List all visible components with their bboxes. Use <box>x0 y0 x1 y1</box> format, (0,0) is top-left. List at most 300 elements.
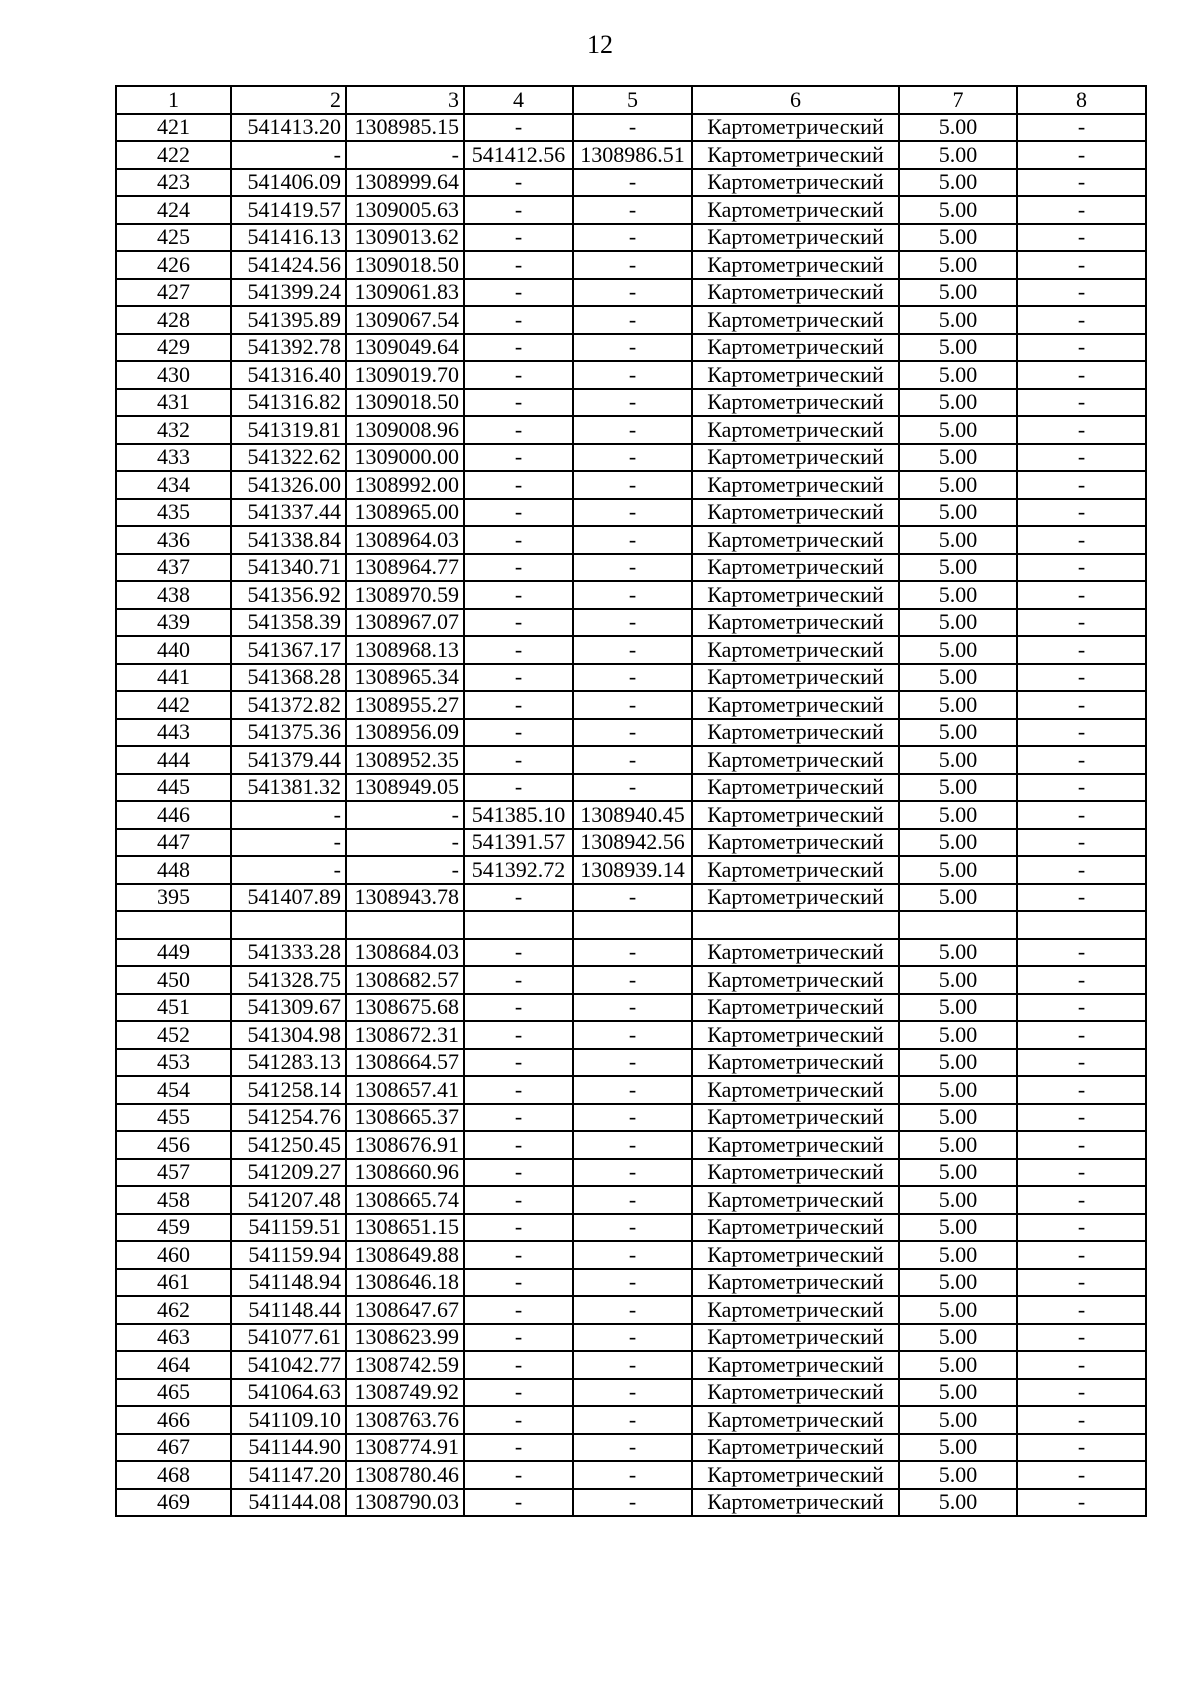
cell-x-coordinate-alt: - <box>464 939 573 967</box>
cell-y-coordinate-alt: - <box>573 939 692 967</box>
cell-accuracy: 5.00 <box>899 416 1017 444</box>
cell-x-coordinate-alt: 541385.10 <box>464 801 573 829</box>
cell-x-coordinate-alt: - <box>464 581 573 609</box>
table-row <box>116 224 1146 252</box>
cell-accuracy: 5.00 <box>899 334 1017 362</box>
cell-x-coordinate: 541407.89 <box>231 884 346 912</box>
cell-y-coordinate: 1309008.96 <box>346 416 464 444</box>
cell-y-coordinate-alt: - <box>573 1269 692 1297</box>
cell-y-coordinate-alt: - <box>573 169 692 197</box>
cell-x-coordinate-alt: - <box>464 169 573 197</box>
cell-method: Картометрический <box>692 636 899 664</box>
cell-x-coordinate-alt: - <box>464 196 573 224</box>
cell-x-coordinate-alt: - <box>464 884 573 912</box>
cell-x-coordinate-alt: - <box>464 251 573 279</box>
cell-point-number: 449 <box>116 939 231 967</box>
cell-note: - <box>1017 1324 1146 1352</box>
cell-point-number: 430 <box>116 361 231 389</box>
cell-point-number: 421 <box>116 114 231 142</box>
cell-y-coordinate: 1308949.05 <box>346 774 464 802</box>
cell-x-coordinate: 541316.82 <box>231 389 346 417</box>
cell-y-coordinate: 1308684.03 <box>346 939 464 967</box>
cell-x-coordinate: 541109.10 <box>231 1406 346 1434</box>
cell-y-coordinate-alt: 1308942.56 <box>573 829 692 857</box>
cell-note: - <box>1017 994 1146 1022</box>
table-row <box>116 1241 1146 1269</box>
cell-y-coordinate: 1308623.99 <box>346 1324 464 1352</box>
cell-x-coordinate: 541283.13 <box>231 1049 346 1077</box>
cell-point-number: 429 <box>116 334 231 362</box>
cell-accuracy: 5.00 <box>899 141 1017 169</box>
cell-note: - <box>1017 1296 1146 1324</box>
cell-accuracy: 5.00 <box>899 114 1017 142</box>
cell-y-coordinate: 1308970.59 <box>346 581 464 609</box>
cell-y-coordinate-alt: - <box>573 1241 692 1269</box>
cell-x-coordinate-alt: - <box>464 636 573 664</box>
cell-method: Картометрический <box>692 1076 899 1104</box>
table-row <box>116 1379 1146 1407</box>
table-row <box>116 691 1146 719</box>
table-row <box>116 1351 1146 1379</box>
cell-method: Картометрический <box>692 664 899 692</box>
table-row <box>116 1324 1146 1352</box>
cell-accuracy: 5.00 <box>899 856 1017 884</box>
cell-y-coordinate-alt: 1308939.14 <box>573 856 692 884</box>
cell-y-coordinate: 1308992.00 <box>346 471 464 499</box>
table-row <box>116 1076 1146 1104</box>
cell-y-coordinate: 1308742.59 <box>346 1351 464 1379</box>
cell-accuracy: 5.00 <box>899 279 1017 307</box>
cell-x-coordinate: 541333.28 <box>231 939 346 967</box>
cell-y-coordinate-alt: - <box>573 884 692 912</box>
cell-note: - <box>1017 1104 1146 1132</box>
table-row <box>116 1104 1146 1132</box>
cell-point-number: 464 <box>116 1351 231 1379</box>
cell-accuracy: 5.00 <box>899 609 1017 637</box>
cell-point-number: 463 <box>116 1324 231 1352</box>
cell-accuracy: 5.00 <box>899 829 1017 857</box>
cell-note: - <box>1017 499 1146 527</box>
table-row <box>116 719 1146 747</box>
cell-y-coordinate: - <box>346 856 464 884</box>
cell-y-coordinate: 1308965.00 <box>346 499 464 527</box>
cell-accuracy: 5.00 <box>899 1186 1017 1214</box>
cell-x-coordinate: 541159.51 <box>231 1214 346 1242</box>
cell-y-coordinate: 1308967.07 <box>346 609 464 637</box>
cell-note: - <box>1017 664 1146 692</box>
cell-note: - <box>1017 1406 1146 1434</box>
cell-note: - <box>1017 224 1146 252</box>
cell-point-number: 439 <box>116 609 231 637</box>
cell-x-coordinate: 541042.77 <box>231 1351 346 1379</box>
cell-note: - <box>1017 829 1146 857</box>
cell-method: Картометрический <box>692 1049 899 1077</box>
cell-y-coordinate: 1308682.57 <box>346 966 464 994</box>
cell-point-number: 428 <box>116 306 231 334</box>
table-row <box>116 554 1146 582</box>
cell-method: Картометрический <box>692 939 899 967</box>
cell-note: - <box>1017 554 1146 582</box>
cell-y-coordinate-alt: - <box>573 279 692 307</box>
cell-y-coordinate-alt: - <box>573 581 692 609</box>
cell-note: - <box>1017 636 1146 664</box>
cell-y-coordinate-alt: - <box>573 1296 692 1324</box>
cell-method: Картометрический <box>692 114 899 142</box>
cell-method: Картометрический <box>692 306 899 334</box>
table-row <box>116 114 1146 142</box>
cell-method <box>692 911 899 939</box>
cell-y-coordinate: - <box>346 829 464 857</box>
cell-point-number: 443 <box>116 719 231 747</box>
cell-accuracy: 5.00 <box>899 1461 1017 1489</box>
cell-point-number: 395 <box>116 884 231 912</box>
cell-y-coordinate: 1308657.41 <box>346 1076 464 1104</box>
table-row <box>116 1186 1146 1214</box>
cell-note: - <box>1017 334 1146 362</box>
cell-x-coordinate: 541147.20 <box>231 1461 346 1489</box>
cell-accuracy: 5.00 <box>899 1049 1017 1077</box>
cell-y-coordinate: 1308664.57 <box>346 1049 464 1077</box>
cell-y-coordinate-alt: - <box>573 636 692 664</box>
cell-point-number: 445 <box>116 774 231 802</box>
cell-x-coordinate: - <box>231 856 346 884</box>
table-row <box>116 526 1146 554</box>
cell-point-number: 452 <box>116 1021 231 1049</box>
table-row <box>116 581 1146 609</box>
cell-point-number: 451 <box>116 994 231 1022</box>
cell-note: - <box>1017 389 1146 417</box>
cell-x-coordinate-alt: - <box>464 1379 573 1407</box>
cell-y-coordinate-alt: - <box>573 1186 692 1214</box>
cell-method: Картометрический <box>692 279 899 307</box>
cell-point-number: 437 <box>116 554 231 582</box>
cell-method: Картометрический <box>692 1269 899 1297</box>
cell-method: Картометрический <box>692 526 899 554</box>
cell-method: Картометрический <box>692 719 899 747</box>
cell-x-coordinate-alt: - <box>464 1489 573 1517</box>
cell-x-coordinate-alt: 541392.72 <box>464 856 573 884</box>
cell-accuracy: 5.00 <box>899 361 1017 389</box>
cell-note: - <box>1017 1076 1146 1104</box>
cell-point-number: 440 <box>116 636 231 664</box>
cell-x-coordinate: 541372.82 <box>231 691 346 719</box>
cell-note: - <box>1017 939 1146 967</box>
cell-point-number: 434 <box>116 471 231 499</box>
cell-accuracy: 5.00 <box>899 1241 1017 1269</box>
cell-y-coordinate: 1308660.96 <box>346 1159 464 1187</box>
cell-x-coordinate: 541395.89 <box>231 306 346 334</box>
cell-method: Картометрический <box>692 389 899 417</box>
cell-x-coordinate-alt: - <box>464 306 573 334</box>
cell-method: Картометрический <box>692 966 899 994</box>
cell-method: Картометрический <box>692 1434 899 1462</box>
cell-accuracy: 5.00 <box>899 1324 1017 1352</box>
header-cell-2: 2 <box>231 86 346 114</box>
cell-x-coordinate-alt: - <box>464 774 573 802</box>
cell-accuracy: 5.00 <box>899 444 1017 472</box>
cell-note: - <box>1017 526 1146 554</box>
cell-y-coordinate: - <box>346 801 464 829</box>
cell-note: - <box>1017 1131 1146 1159</box>
cell-note: - <box>1017 1241 1146 1269</box>
cell-x-coordinate: 541159.94 <box>231 1241 346 1269</box>
cell-x-coordinate: 541254.76 <box>231 1104 346 1132</box>
cell-note: - <box>1017 1351 1146 1379</box>
cell-method: Картометрический <box>692 829 899 857</box>
cell-y-coordinate: 1308955.27 <box>346 691 464 719</box>
table-row <box>116 939 1146 967</box>
cell-accuracy: 5.00 <box>899 499 1017 527</box>
cell-x-coordinate: 541358.39 <box>231 609 346 637</box>
cell-y-coordinate-alt: - <box>573 416 692 444</box>
cell-y-coordinate-alt: - <box>573 251 692 279</box>
cell-method: Картометрический <box>692 994 899 1022</box>
cell-accuracy: 5.00 <box>899 884 1017 912</box>
header-cell-1: 1 <box>116 86 231 114</box>
cell-x-coordinate: 541392.78 <box>231 334 346 362</box>
cell-y-coordinate: 1308968.13 <box>346 636 464 664</box>
cell-y-coordinate-alt: - <box>573 1104 692 1132</box>
cell-x-coordinate: 541381.32 <box>231 774 346 802</box>
cell-x-coordinate-alt: - <box>464 554 573 582</box>
cell-y-coordinate-alt: - <box>573 1434 692 1462</box>
cell-y-coordinate: 1308985.15 <box>346 114 464 142</box>
cell-note: - <box>1017 279 1146 307</box>
table-row <box>116 1021 1146 1049</box>
table-row <box>116 994 1146 1022</box>
cell-y-coordinate: 1309000.00 <box>346 444 464 472</box>
cell-y-coordinate-alt: - <box>573 361 692 389</box>
header-cell-8: 8 <box>1017 86 1146 114</box>
cell-accuracy: 5.00 <box>899 1434 1017 1462</box>
cell-y-coordinate-alt: - <box>573 1021 692 1049</box>
cell-y-coordinate-alt: - <box>573 1049 692 1077</box>
cell-note: - <box>1017 251 1146 279</box>
cell-y-coordinate-alt: - <box>573 499 692 527</box>
cell-x-coordinate: 541375.36 <box>231 719 346 747</box>
cell-y-coordinate: 1308649.88 <box>346 1241 464 1269</box>
table-row <box>116 1269 1146 1297</box>
cell-x-coordinate-alt: - <box>464 444 573 472</box>
cell-method: Картометрический <box>692 801 899 829</box>
cell-y-coordinate-alt: 1308986.51 <box>573 141 692 169</box>
cell-y-coordinate: 1308651.15 <box>346 1214 464 1242</box>
cell-y-coordinate-alt: - <box>573 691 692 719</box>
cell-x-coordinate: 541144.90 <box>231 1434 346 1462</box>
cell-point-number: 424 <box>116 196 231 224</box>
table-header-row <box>116 86 1146 114</box>
cell-x-coordinate-alt: - <box>464 1076 573 1104</box>
cell-point-number: 423 <box>116 169 231 197</box>
table-row <box>116 856 1146 884</box>
cell-accuracy: 5.00 <box>899 306 1017 334</box>
cell-accuracy: 5.00 <box>899 554 1017 582</box>
cell-method: Картометрический <box>692 1324 899 1352</box>
cell-x-coordinate-alt: - <box>464 719 573 747</box>
cell-y-coordinate-alt: 1308940.45 <box>573 801 692 829</box>
cell-method: Картометрический <box>692 1379 899 1407</box>
cell-y-coordinate: 1308780.46 <box>346 1461 464 1489</box>
table-row <box>116 499 1146 527</box>
cell-x-coordinate: 541304.98 <box>231 1021 346 1049</box>
cell-x-coordinate: 541322.62 <box>231 444 346 472</box>
cell-x-coordinate-alt: - <box>464 609 573 637</box>
cell-method: Картометрический <box>692 856 899 884</box>
cell-y-coordinate: 1308675.68 <box>346 994 464 1022</box>
cell-y-coordinate: 1309067.54 <box>346 306 464 334</box>
cell-point-number <box>116 911 231 939</box>
table-row <box>116 1131 1146 1159</box>
cell-x-coordinate: 541064.63 <box>231 1379 346 1407</box>
cell-x-coordinate-alt: - <box>464 1269 573 1297</box>
table-row <box>116 444 1146 472</box>
cell-accuracy: 5.00 <box>899 691 1017 719</box>
cell-accuracy: 5.00 <box>899 224 1017 252</box>
cell-y-coordinate-alt: - <box>573 554 692 582</box>
cell-y-coordinate-alt: - <box>573 471 692 499</box>
cell-accuracy: 5.00 <box>899 1489 1017 1517</box>
cell-point-number: 458 <box>116 1186 231 1214</box>
cell-point-number: 454 <box>116 1076 231 1104</box>
cell-y-coordinate-alt: - <box>573 114 692 142</box>
cell-x-coordinate: 541258.14 <box>231 1076 346 1104</box>
cell-method: Картометрический <box>692 1021 899 1049</box>
cell-x-coordinate-alt: - <box>464 1159 573 1187</box>
cell-note: - <box>1017 361 1146 389</box>
cell-y-coordinate: 1309049.64 <box>346 334 464 362</box>
cell-method: Картометрический <box>692 691 899 719</box>
cell-point-number: 459 <box>116 1214 231 1242</box>
table-row <box>116 169 1146 197</box>
cell-x-coordinate: - <box>231 829 346 857</box>
cell-y-coordinate-alt: - <box>573 224 692 252</box>
cell-accuracy: 5.00 <box>899 746 1017 774</box>
cell-x-coordinate: 541338.84 <box>231 526 346 554</box>
cell-note: - <box>1017 1021 1146 1049</box>
cell-accuracy: 5.00 <box>899 389 1017 417</box>
cell-note: - <box>1017 416 1146 444</box>
cell-note: - <box>1017 746 1146 774</box>
cell-y-coordinate: 1309019.70 <box>346 361 464 389</box>
cell-method: Картометрический <box>692 1406 899 1434</box>
cell-point-number: 462 <box>116 1296 231 1324</box>
cell-point-number: 453 <box>116 1049 231 1077</box>
cell-x-coordinate: 541416.13 <box>231 224 346 252</box>
cell-y-coordinate-alt: - <box>573 389 692 417</box>
cell-x-coordinate-alt: - <box>464 526 573 554</box>
cell-point-number: 432 <box>116 416 231 444</box>
cell-note: - <box>1017 1049 1146 1077</box>
cell-note: - <box>1017 1269 1146 1297</box>
cell-accuracy: 5.00 <box>899 526 1017 554</box>
cell-method: Картометрический <box>692 1159 899 1187</box>
cell-method: Картометрический <box>692 471 899 499</box>
header-cell-6: 6 <box>692 86 899 114</box>
cell-y-coordinate-alt: - <box>573 1489 692 1517</box>
table-row <box>116 884 1146 912</box>
cell-y-coordinate: 1308943.78 <box>346 884 464 912</box>
table-row <box>116 1461 1146 1489</box>
cell-point-number: 444 <box>116 746 231 774</box>
cell-method: Картометрический <box>692 581 899 609</box>
cell-x-coordinate: 541250.45 <box>231 1131 346 1159</box>
cell-y-coordinate-alt: - <box>573 609 692 637</box>
cell-point-number: 426 <box>116 251 231 279</box>
cell-note: - <box>1017 1379 1146 1407</box>
cell-note: - <box>1017 306 1146 334</box>
cell-note: - <box>1017 114 1146 142</box>
cell-accuracy: 5.00 <box>899 471 1017 499</box>
cell-y-coordinate-alt: - <box>573 1159 692 1187</box>
cell-x-coordinate: 541328.75 <box>231 966 346 994</box>
cell-accuracy: 5.00 <box>899 1104 1017 1132</box>
cell-y-coordinate: 1308647.67 <box>346 1296 464 1324</box>
cell-x-coordinate-alt: - <box>464 279 573 307</box>
cell-y-coordinate: 1308665.74 <box>346 1186 464 1214</box>
cell-x-coordinate-alt: - <box>464 1104 573 1132</box>
cell-method: Картометрический <box>692 746 899 774</box>
cell-y-coordinate: 1308965.34 <box>346 664 464 692</box>
cell-y-coordinate: 1309018.50 <box>346 389 464 417</box>
cell-method: Картометрический <box>692 609 899 637</box>
cell-note: - <box>1017 1461 1146 1489</box>
cell-method: Картометрический <box>692 1351 899 1379</box>
cell-y-coordinate-alt: - <box>573 1214 692 1242</box>
cell-y-coordinate-alt: - <box>573 664 692 692</box>
cell-x-coordinate: 541207.48 <box>231 1186 346 1214</box>
cell-x-coordinate-alt: - <box>464 1461 573 1489</box>
table-row <box>116 829 1146 857</box>
cell-y-coordinate: 1308964.03 <box>346 526 464 554</box>
cell-x-coordinate-alt: - <box>464 691 573 719</box>
cell-y-coordinate-alt: - <box>573 774 692 802</box>
cell-accuracy: 5.00 <box>899 719 1017 747</box>
cell-y-coordinate-alt: - <box>573 966 692 994</box>
cell-point-number: 450 <box>116 966 231 994</box>
cell-x-coordinate: 541326.00 <box>231 471 346 499</box>
cell-accuracy: 5.00 <box>899 196 1017 224</box>
cell-x-coordinate: 541309.67 <box>231 994 346 1022</box>
table-row <box>116 664 1146 692</box>
cell-x-coordinate: 541319.81 <box>231 416 346 444</box>
cell-accuracy: 5.00 <box>899 251 1017 279</box>
cell-method: Картометрический <box>692 141 899 169</box>
cell-x-coordinate-alt: - <box>464 1406 573 1434</box>
cell-method: Картометрический <box>692 444 899 472</box>
cell-note: - <box>1017 719 1146 747</box>
cell-accuracy: 5.00 <box>899 1296 1017 1324</box>
cell-y-coordinate: 1308956.09 <box>346 719 464 747</box>
cell-x-coordinate-alt: - <box>464 1049 573 1077</box>
cell-x-coordinate-alt: - <box>464 499 573 527</box>
cell-x-coordinate-alt: - <box>464 389 573 417</box>
cell-note: - <box>1017 1489 1146 1517</box>
cell-y-coordinate-alt: - <box>573 306 692 334</box>
cell-point-number: 425 <box>116 224 231 252</box>
cell-point-number: 436 <box>116 526 231 554</box>
cell-y-coordinate: 1308790.03 <box>346 1489 464 1517</box>
cell-x-coordinate-alt: - <box>464 1021 573 1049</box>
table-row <box>116 774 1146 802</box>
cell-x-coordinate-alt: - <box>464 1351 573 1379</box>
cell-x-coordinate-alt: - <box>464 361 573 389</box>
table-row <box>116 1406 1146 1434</box>
cell-note: - <box>1017 444 1146 472</box>
cell-y-coordinate: 1308952.35 <box>346 746 464 774</box>
table-row <box>116 746 1146 774</box>
cell-accuracy: 5.00 <box>899 774 1017 802</box>
cell-y-coordinate: - <box>346 141 464 169</box>
